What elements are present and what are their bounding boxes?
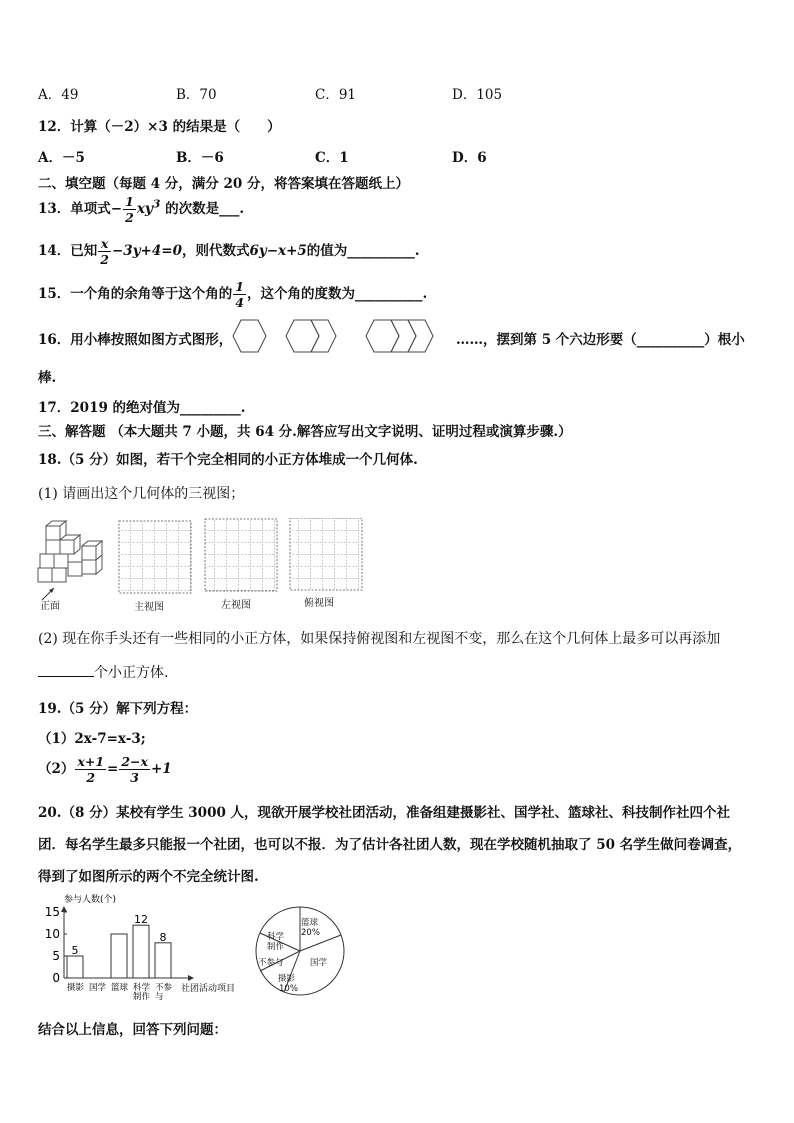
q14-fraction: $\frac{x}{2}$ [100,236,109,267]
q14-prefix: 14．已知 [38,243,98,259]
q13-suffix: 的次数是___. [165,201,245,217]
bar-data-label: 12 [134,913,148,927]
bar-y-tick-label: 0 [52,971,60,985]
hexagon-1 [233,320,266,352]
hexagon-2b [311,320,336,352]
bar-0 [67,956,83,978]
q13-variable: xy [136,201,153,217]
q14-mid: ，则代数式 [181,243,250,259]
q16-ellipsis: ……，摆到第 5 个六边形要（__________）根小 [456,332,745,348]
q12-option-c: C．1 [315,150,349,166]
q20-line1: 20.（8 分）某校有学生 3000 人，现欲开展学校社团活动，准备组建摄影社、国学社、篮球社、科技制作社四个社 [38,805,731,821]
bar-4 [155,943,171,978]
left-view-label: 左视图 [221,600,251,611]
q17-text: 17．2019 的绝对值为_________. [38,400,246,416]
q16-cont: 棒. [38,370,57,386]
view-grids [118,518,368,598]
pie-slice-percent-photo: 10% [279,984,298,994]
q18-part1: (1) 请画出这个几何体的三视图； [38,486,245,502]
top-view-label: 俯视图 [304,598,334,609]
q20-line2: 团．每名学生最多只能报一个社团，也可以不报．为了估计各社团人数，现在学校随机抽取了 50 名学生做问卷调查， [38,837,742,853]
left-view-grid [205,519,277,591]
q12-text: 12．计算（－2）×3 的结果是（ ） [38,119,281,135]
bar-data-label: 8 [159,930,167,944]
bar-x-axis-arrow [188,975,194,981]
pie-slice-label-none: 不参与 [258,958,284,968]
hexagon-3a [366,320,399,352]
q14-suffix: 的值为__________. [306,243,420,259]
q15-fraction: $\frac{1}{4}$ [235,279,244,310]
q14-equation: −3y+4=0 [112,243,182,259]
hexagon-figures [232,318,457,354]
q18-text: 18.（5 分）如图，若干个完全相同的小正方体堆成一个几何体. [38,452,418,468]
pie-slice-label-photo: 摄影 [278,974,296,984]
section-3-heading: 三、解答题 （本大题共 7 小题，共 64 分.解答应写出文字说明、证明过程或演算步骤.） [38,424,572,440]
pie-slice-label-science-2: 制作 [267,942,285,952]
closing-text: 结合以上信息，回答下列问题： [38,1022,227,1038]
bar-category-label: 制作 [133,992,151,1002]
bar-category-label: 篮球 [111,983,129,993]
pie-slice-label-science-1: 科学 [267,932,285,942]
q15-prefix: 15．一个角的余角等于这个角的 [38,286,233,302]
q18-part2: (2) 现在你手头还有一些相同的小正方体，如果保持俯视图和左视图不变，那么在这个几何体上最多可以再添加 [38,631,721,647]
q13-prefix: 13．单项式 [38,201,111,217]
q11-option-b: B．70 [176,87,217,103]
q16-prefix: 16．用小棒按照如图方式图形， [38,332,233,348]
q12-option-d: D．6 [452,150,487,166]
bar-y-tick-label: 15 [44,905,60,919]
q19-eq2: （2） $\frac{x+1}{2}$ = $\frac{2-x}{3}$ +1 [38,754,172,785]
bar-y-tick-label: 10 [44,927,60,941]
q20-line3: 得到了如图所示的两个不完全统计图. [38,869,259,885]
q18-answer-blank[interactable] [38,662,94,677]
q13: 13．单项式− $\frac{1}{2}$ $xy^3$ 的次数是___. [38,194,245,225]
front-label: 正面 [40,601,60,612]
hexagon-3c [408,320,433,352]
pie-slice-label-basketball: 篮球 [301,918,319,928]
top-view-grid [290,518,362,590]
q12-option-b: B．－6 [176,150,224,166]
q15 [38,279,427,310]
bar-3 [133,925,149,978]
q18-part2-tail: 个小正方体. [38,662,168,682]
bar-y-tick-label: 5 [52,949,60,963]
q19-eq1: （1）2x-7=x-3; [38,731,146,747]
bar-chart-ylabel: 参与人数(个) [64,895,117,905]
bar-category-label: 不参 [155,983,173,993]
bar-data-label: 5 [71,944,79,957]
bar-chart-xlabel: 社团活动项目 [181,984,236,994]
bar-y-axis-arrow [61,906,67,912]
bar-category-label: 与 [155,992,164,1002]
bar-chart [34,890,279,1005]
q19-left-fraction: $\frac{x+1}{2}$ [77,754,105,785]
pie-chart [252,903,352,1003]
bar-category-label: 国学 [89,983,107,993]
front-view-label: 主视图 [134,602,164,613]
q14 [38,236,419,267]
q13-exponent: 3 [152,197,161,211]
q11-option-a: A．49 [38,87,79,103]
q19-right-fraction: $\frac{2-x}{3}$ [121,754,148,785]
q14-expression: 6y−x+5 [249,243,307,259]
bar-category-label: 科学 [133,983,151,993]
q12-option-a: A．－5 [38,150,85,166]
front-view-grid [119,521,191,593]
pie-slice-percent-basketball: 20% [301,928,320,938]
hexagon-2a [286,320,319,352]
q13-fraction: $\frac{1}{2}$ [125,194,134,225]
q19-text: 19.（5 分）解下列方程： [38,701,198,717]
q11-option-d: D．105 [452,87,503,103]
q11-option-c: C．91 [315,87,357,103]
bar-category-label: 摄影 [67,983,85,993]
bar-2 [111,934,127,978]
pie-slice-label-guoxue: 国学 [310,958,328,968]
hexagon-3b [391,320,416,352]
section-2-heading: 二、填空题（每题 4 分，满分 20 分，将答案填在答题纸上） [38,176,409,192]
q15-suffix: ，这个角的度数为__________. [247,286,428,302]
